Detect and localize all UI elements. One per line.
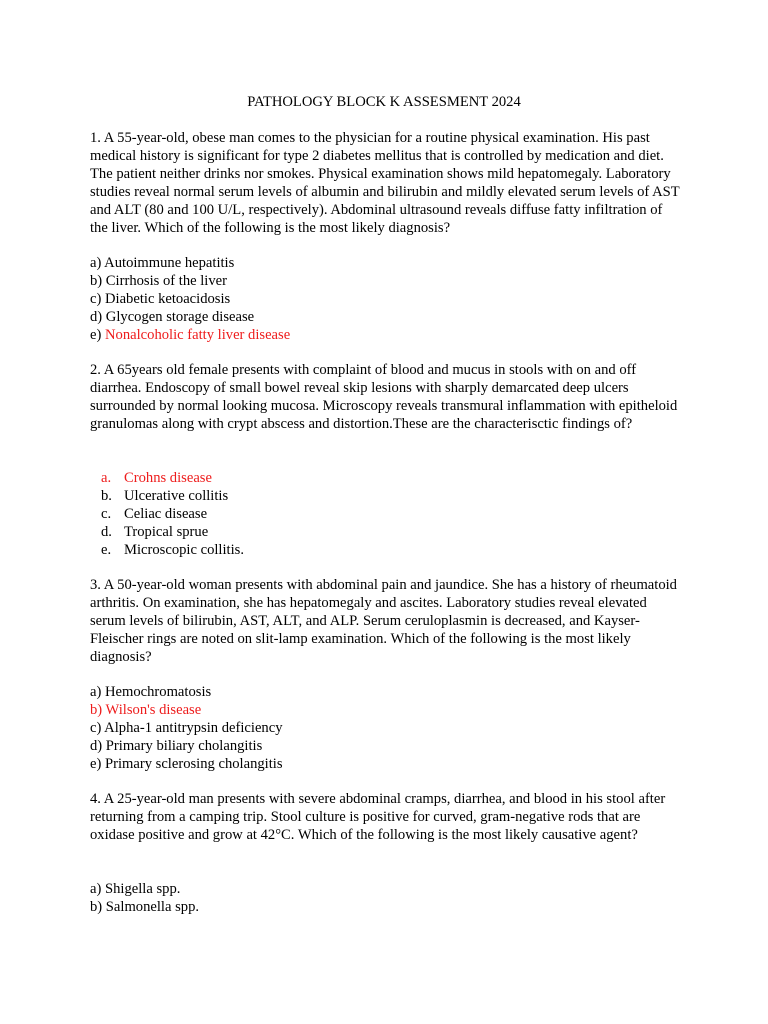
question-3: [90, 577, 680, 667]
question-3-options: [90, 684, 680, 774]
document-title: PATHOLOGY BLOCK K ASSESMENT 2024: [247, 94, 521, 110]
option-c: [101, 506, 661, 524]
option-b: b) Cirrhosis of the liver: [90, 272, 227, 289]
option-text: Tropical sprue: [124, 523, 209, 540]
option-d: d) Primary biliary cholangitis: [90, 737, 263, 754]
list-marker: e.: [101, 541, 112, 558]
question-2: [90, 362, 680, 434]
option-a: a) Shigella spp.: [90, 881, 181, 897]
question-stem: 2. A 65years old female presents with complaint of blood and mucus in stools with on and off diarrhea. Endoscopy of small bowel reveal skip lesions with sharply demarcated deep ulcers surrounded by normal looking mucosa. Microscopy reveals transmural inflammation with epitheloid granulomas along with crypt abscess and distortion.These are the characterisctic findings of?: [90, 362, 678, 432]
list-marker: b.: [101, 487, 112, 504]
option-a: [101, 470, 661, 488]
option-e: e) Primary sclerosing cholangitis: [90, 755, 283, 772]
option-c: c) Diabetic ketoacidosis: [90, 290, 231, 307]
question-4-options: [90, 881, 680, 917]
question-stem: 3. A 50-year-old woman presents with abdominal pain and jaundice. She has a history of rheumatoid arthritis. On examination, she has hepatomegaly and ascites. Laboratory studies reveal elevated serum levels of bilirubin, AST, ALT, and ALP. Serum ceruloplasmin is decreased, and Kayser-Fleischer rings are noted on slit-lamp examination. Which of the following is the most likely diagnosis?: [90, 577, 677, 665]
option-c: c) Alpha-1 antitrypsin deficiency: [90, 719, 283, 736]
option-a: a) Autoimmune hepatitis: [90, 255, 235, 271]
list-marker: d.: [101, 523, 112, 540]
option-b: [101, 488, 661, 506]
option-d: d) Glycogen storage disease: [90, 308, 255, 325]
option-e-prefix: e): [90, 326, 105, 343]
list-marker: a.: [101, 470, 112, 486]
option-a: a) Hemochromatosis: [90, 684, 212, 700]
list-marker: c.: [101, 505, 112, 522]
question-1-options: [90, 255, 680, 345]
correct-answer: Crohns disease: [124, 470, 212, 486]
option-text: Celiac disease: [124, 505, 208, 522]
question-1: [90, 130, 680, 237]
correct-answer: b) Wilson's disease: [90, 701, 202, 718]
question-4: [90, 791, 680, 845]
correct-answer: Nonalcoholic fatty liver disease: [105, 326, 291, 343]
option-e: [90, 327, 680, 345]
option-e: [101, 542, 661, 560]
question-2-options: [101, 470, 661, 559]
option-text: Ulcerative collitis: [124, 487, 229, 504]
question-stem: 4. A 25-year-old man presents with severe abdominal cramps, diarrhea, and blood in his stool after returning from a camping trip. Stool culture is positive for curved, gram-negative rods that are oxidase positive and grow at 42°C. Which of the following is the most likely causative agent?: [90, 791, 666, 843]
option-d: [101, 524, 661, 542]
option-text: Microscopic collitis.: [124, 541, 244, 558]
question-stem: 1. A 55-year-old, obese man comes to the physician for a routine physical examination. His past medical history is significant for type 2 diabetes mellitus that is controlled by medication and diet. The patient neither drinks nor smokes. Physical examination shows mild hepatomegaly. Laboratory studies reveal normal serum levels of albumin and bilirubin and mildly elevated serum levels of AST and ALT (80 and 100 U/L, respectively). Abdominal ultrasound reveals diffuse fatty infiltration of the liver. Which of the following is the most likely diagnosis?: [90, 130, 680, 236]
option-b: b) Salmonella spp.: [90, 898, 200, 915]
